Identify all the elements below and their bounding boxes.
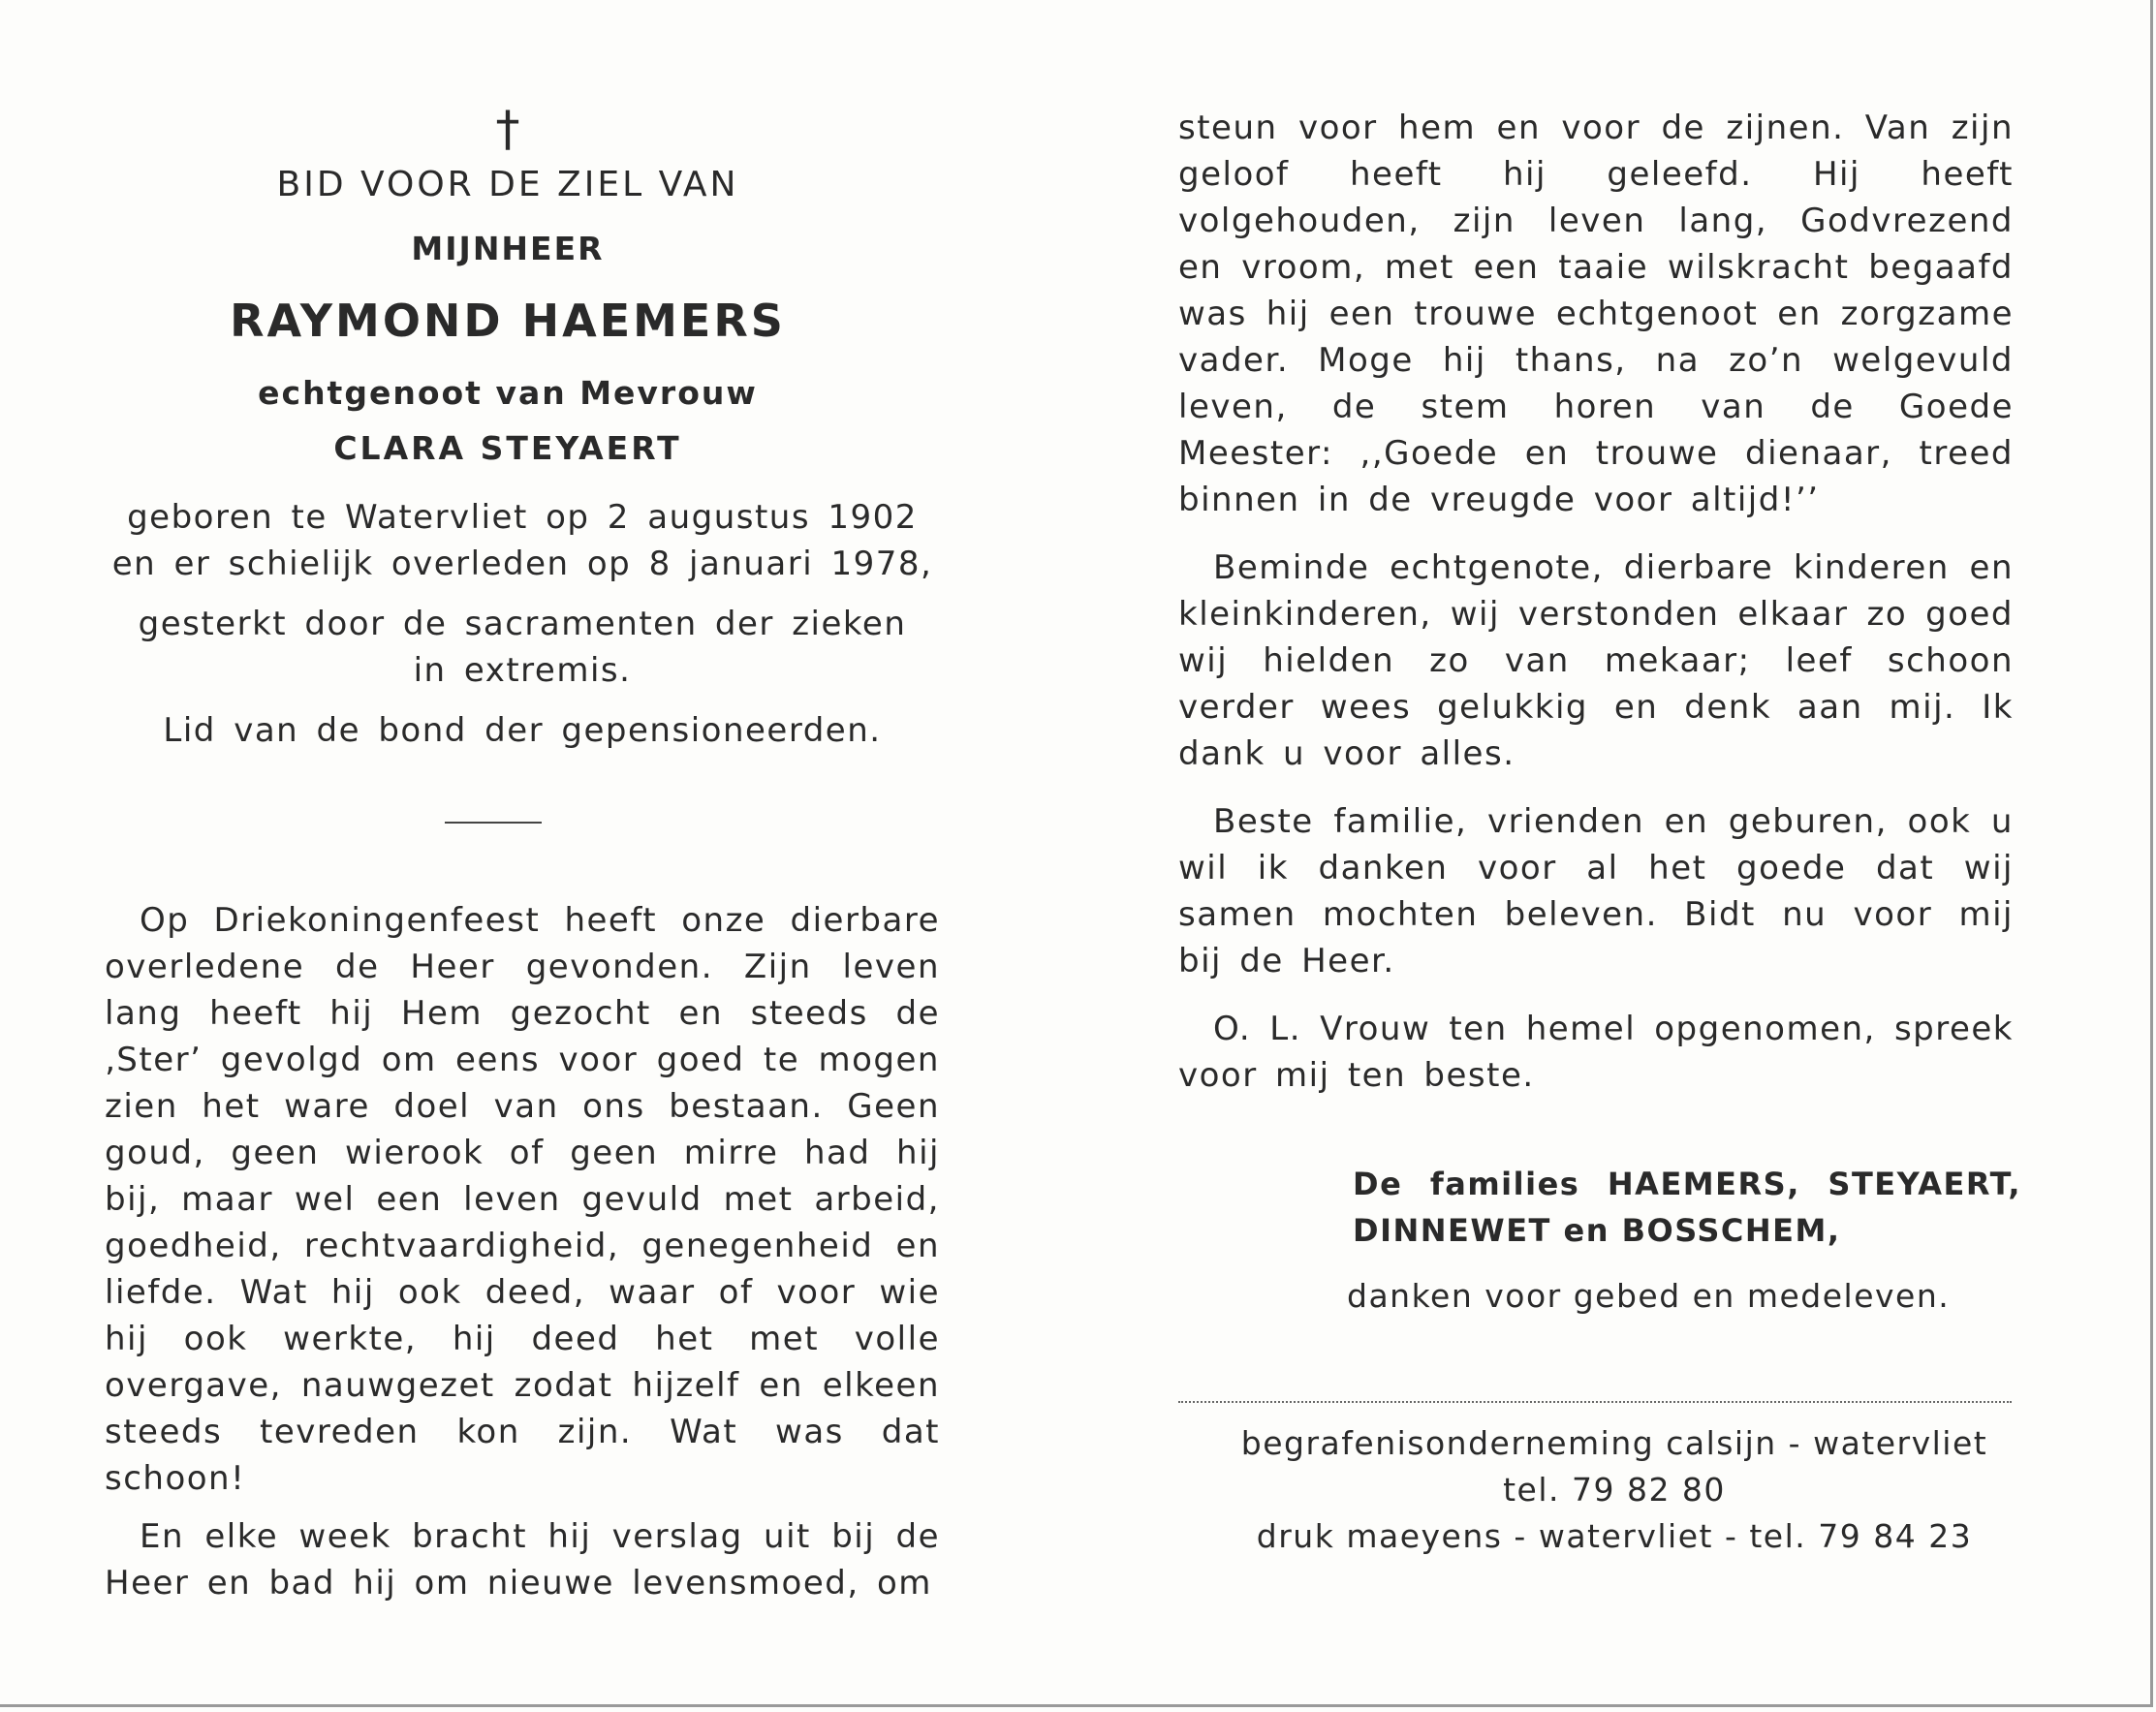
birth-line: geboren te Watervliet op 2 augustus 1902 [127, 498, 918, 537]
dotted-separator [1178, 1401, 2012, 1403]
sacraments-line: gesterkt door de sacramenten der zieken [138, 605, 907, 643]
paragraph-5: O. L. Vrouw ten hemel opgenomen, spreek voor mij ten beste. [1178, 1010, 2014, 1095]
right-column [1178, 105, 2021, 1560]
printer-block [1198, 1420, 2031, 1560]
funeral-home-tel: tel. 79 82 80 [1503, 1471, 1726, 1509]
paragraph-1: Op Driekoningenfeest heeft onze dierbare overledene de Heer gevonden. Zijn leven lang heeft hij Hem gezocht en steeds de ‚Ster’ gevolgd om eens voor goed te mogen zien het ware doel van ons bestaan. Geen goud, geen wierook of geen mirre had hij bij, maar wel een leven gevuld met arbeid, goedheid, rechtvaardigheid, genegenheid en liefde. Wat hij ook deed, waar of voor wie hij ook werkte, hij deed het met volle overgave, nauwgezet zodat hijzelf en elkeen steeds tevreden kon zijn. Wat was dat schoon! [105, 901, 940, 1498]
thanks-line: danken voor gebed en medeleven. [1347, 1277, 1951, 1315]
paragraph-3: Beminde echtgenote, dierbare kinderen en kleinkinderen, wij verstonden elkaar zo goed wij hielden zo van mekaar; leef schoon verder wees gelukkig en denk aan mij. Ik dank u voor alles. [1178, 548, 2014, 773]
printer-line: druk maeyens - watervliet - tel. 79 84 23 [1256, 1517, 1973, 1555]
cross-icon: † [495, 101, 520, 157]
death-line: en er schielijk overleden op 8 januari 1978, [111, 545, 933, 583]
deceased-name: RAYMOND HAEMERS [230, 295, 786, 347]
life-details [105, 494, 940, 754]
membership-line: Lid van de bond der gepensioneerden. [163, 711, 882, 750]
spouse-name: CLARA STEYAERT [333, 429, 682, 467]
families-names: De families HAEMERS, STEYAERT, DINNEWET en BOSSCHEM, [1353, 1166, 2021, 1249]
title-heading: MIJNHEER [411, 230, 605, 267]
paragraph-4: Beste familie, vrienden en geburen, ook u wil ik danken voor al het goede dat wij samen mochten beleven. Bidt nu voor mij bij de Heer. [1178, 802, 2014, 981]
sacraments-line-2: in extremis. [413, 651, 632, 690]
divider [445, 822, 542, 824]
left-column [105, 101, 940, 1606]
prayer-heading: BID VOOR DE ZIEL VAN [276, 165, 739, 204]
paragraph-2: En elke week bracht hij verslag uit bij de Heer en bad hij om nieuwe levensmoed, om [105, 1517, 940, 1603]
paragraph-2-continued: steun voor hem en voor de zijnen. Van zijn geloof heeft hij geleefd. Hij heeft volgehouden, zijn leven lang, Godvrezend en vroom, met een taaie wilskracht begaafd was hij een trouwe echtgenoot en zorgzame vader. Moge hij thans, na zo’n welgevuld leven, de stem horen van de Goede Meester: ,,Goede en trouwe dienaar, treed binnen in de vreugde voor altijd!’’ [1178, 109, 2014, 519]
spouse-line: echtgenoot van Mevrouw [258, 374, 758, 412]
signature-block [1347, 1161, 2021, 1320]
funeral-home-line: begrafenisonderneming calsijn - watervliet [1240, 1424, 1988, 1462]
